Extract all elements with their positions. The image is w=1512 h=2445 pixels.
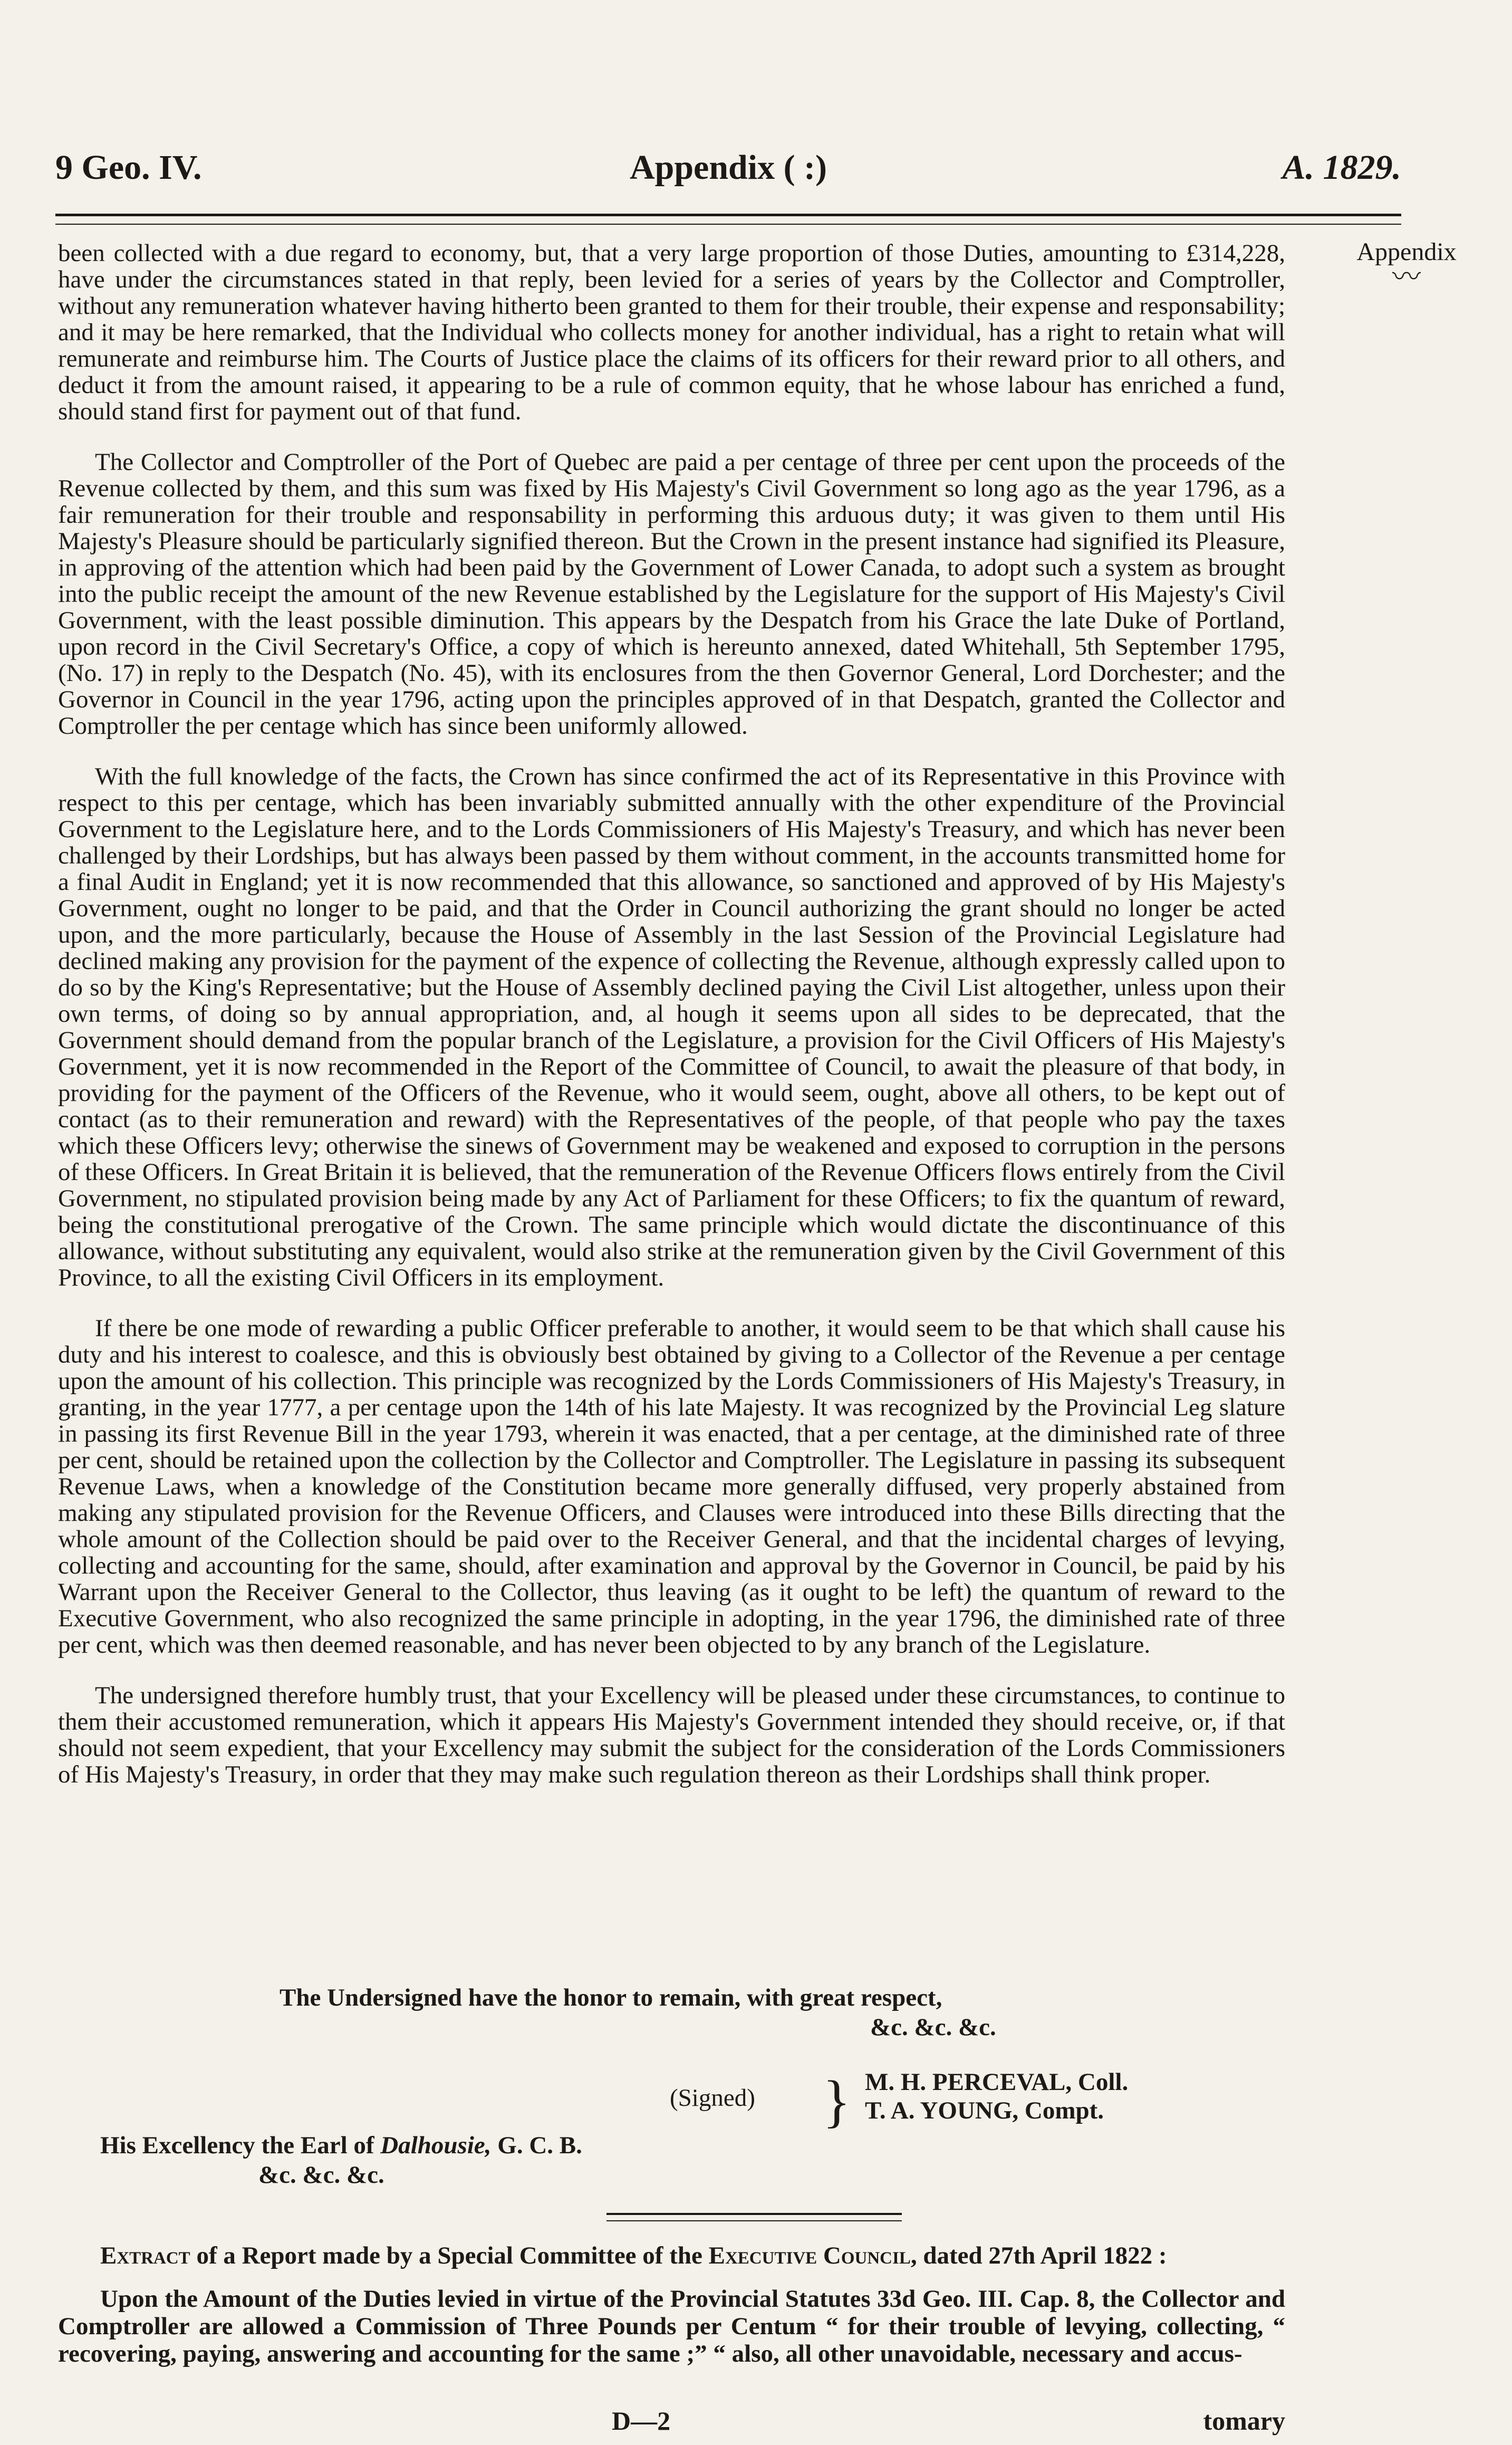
closing-remain: The Undersigned have the honor to remain, with great respect, [280,1984,942,2011]
header-year: A. 1829. [1282,148,1401,187]
paragraph-2: The Collector and Comptroller of the Port of Quebec are paid a per centage of three per cent upon the proceeds of the Revenue collected by them, and this sum was fixed by His Majesty's Civil Government so long ago as the year 1796, as a fair remuneration for their trouble and responsability in performing this arduous duty; it was given to them until His Majesty's Pleasure should be particularly signified thereon. But the Crown in the present instance had signified its Pleasure, in approving of the attention which had been paid by the Government of Lower Canada, to adopt such a system as brought into the public receipt the amount of the new Revenue established by the Legislature for the support of His Majesty's Civil Government, with the least possible diminution. This appears by the Despatch from his Grace the late Duke of Portland, upon record in the Civil Secretary's Office, a copy of which is hereunto annexed, dated Whitehall, 5th September 1795, (No. 17) in reply to the Despatch (No. 45), with its enclosures from the then Governor General, Lord Dorchester; and the Governor in Council in the year 1796, acting upon the principles approved of in that Despatch, granted the Collector and Comptroller the per centage which has since been uniformly allowed. [58,448,1285,740]
addressee-name: Dalhousie, [380,2132,492,2159]
signature-mark: D—2 [612,2406,671,2436]
margin-note [1351,237,1462,293]
addressee [100,2131,582,2160]
extract-heading-mid: of a Report made by a Special Committee of the [196,2242,702,2269]
flourish-icon: 〰 [1392,261,1421,293]
paragraph-5: The undersigned therefore humbly trust, that your Excellency will be pleased under these circumstances, to continue to them their accustomed remuneration, which it appears His Majesty's Government intended they should receive, or, if that should not seem expedient, that your Excellency may submit the subject for the consideration of the Lords Commissioners of His Majesty's Treasury, in order that they may make such regulation thereon as their Lordships shall think proper. [58,1682,1285,1788]
extract-heading-lead: Extract [100,2242,190,2269]
extract-section [58,2242,1285,2367]
paragraph-3: With the full knowledge of the facts, the Crown has since confirmed the act of its Representative in this Province with respect to this per centage, which has been invariably submitted annually with the other expenditure of the Provincial Government to the Legislature here, and to the Lords Commissioners of His Majesty's Treasury, and which has never been challenged by their Lordships, but has always been passed by them without comment, in the accounts transmitted home for a final Audit in England; yet it is now recommended that this allowance, so sanctioned and approved of by His Majesty's Government, ought no longer to be paid, and that the Order in Council authorizing the grant should no longer be acted upon, and the more particularly, because the House of Assembly in the last Session of the Provincial Legislature had declined making any provision for the payment of the expence of collecting the Revenue, although expressly called upon to do so by the King's Representative; but the House of Assembly declined paying the Civil List altogether, unless upon their own terms, of doing so by annual appropriation, and, al hough it seems upon all sides to be deprecated, that the Government should demand from the popular branch of the Legislature, a provision for the Civil Officers of His Majesty's Government, yet it is now recommended in the Report of the Committee of Council, to await the pleasure of that body, in providing for the payment of the Officers of the Revenue, who it would seem, ought, above all others, to be kept out of contact (as to their remuneration and reward) with the Representatives of the people, of that people who pay the taxes which these Officers levy; otherwise the sinews of Government may be weakened and exposed to corruption in the persons of these Officers. In Great Britain it is believed, that the remuneration of the Revenue Officers flows entirely from the Civil Government, no stipulated provision being made by any Act of Parliament for these Officers; to fix the quantum of reward, being the constitutional prerogative of the Crown. The same principle which would dictate the discontinuance of this allowance, without substituting any equivalent, would also strike at the remuneration given by the Civil Government of this Province, to all the existing Civil Officers in its employment. [58,763,1285,1291]
signed-label: (Signed) [670,2084,755,2112]
header-title: Appendix ( :) [629,148,827,187]
paragraph-1: been collected with a due regard to economy, but, that a very large proportion of those Duties, amounting to £314,228, have under the circumstances stated in that reply, been levied for a series of years by the Collector and Comptroller, without any remuneration whatever having hitherto been granted to them for their trouble, their expense and responsability; and it may be here remarked, that the Individual who collects money for another individual, has a right to retain what will remunerate and reimburse him. The Courts of Justice place the claims of its officers for their reward prior to all others, and deduct it from the amount raised, it appearing to be a rule of common equity, that he whose labour has enriched a fund, should stand first for payment out of that fund. [58,239,1285,425]
catchword: tomary [1203,2406,1285,2436]
header-rule [55,214,1401,225]
body-text [58,240,1285,1812]
extract-heading-council: Executive Council, [708,2242,917,2269]
addressee-etc: &c. &c. &c. [258,2161,384,2189]
signer-perceval: M. H. PERCEVAL, Coll. [865,2068,1129,2096]
extract-text: Upon the Amount of the Duties levied in virtue of the Provincial Statutes 33d Geo. III. Cap. 8, the Collector and Comptroller are allowed a Commission of Three Pounds per Centum “ for their trouble of levying, collecting, “ recovering, paying, answering and accounting for the same ;” “ also, all other unavoidable, necessary and accus- [58,2285,1285,2367]
margin-note-text: Appendix [1356,238,1457,266]
brace-icon: } [823,2069,851,2133]
paragraph-4: If there be one mode of rewarding a public Officer preferable to another, it would seem to be that which shall cause his duty and his interest to coalesce, and this is obviously best obtained by giving to a Collector of the Revenue a per centage upon the amount of his collection. This principle was recognized by the Lords Commissioners of His Majesty's Treasury, in granting, in the year 1777, a per centage upon the 14th of his late Majesty. It was recognized by the Provincial Leg slature in passing its first Revenue Bill in the year 1793, wherein it was enacted, that a per centage, at the diminished rate of three per cent, should be retained upon the collection by the Collector and Comptroller. The Legislature in passing its subsequent Revenue Laws, when a knowledge of the Constitution became more generally diffused, very properly abstained from making any stipulated provision for the Revenue Officers, and Clauses were introduced into these Bills directing that the whole amount of the Collection should be paid over to the Receiver General, and that the incidental charges of levying, collecting and accounting for the same, should, after examination and approval by the Governor in Council, be paid by his Warrant upon the Receiver General to the Collector, thus leaving (as it ought to be left) the quantum of reward to the Executive Government, who also recognized the same principle in adopting, in the year 1796, the diminished rate of three per cent, which was then deemed reasonable, and has never been objected to by any branch of the Legislature. [58,1315,1285,1658]
extract-heading [58,2242,1285,2269]
extract-heading-date: dated 27th April 1822 : [923,2242,1167,2269]
closing-etc: &c. &c. &c. [870,2013,996,2041]
page-header [55,148,1401,211]
signers [865,2068,1128,2125]
section-rule [606,2213,902,2221]
addressee-prefix: His Excellency the Earl of [100,2132,374,2159]
signer-young: T. A. YOUNG, Compt. [865,2097,1104,2124]
header-session: 9 Geo. IV. [55,148,202,187]
addressee-title: G. C. B. [497,2132,582,2159]
